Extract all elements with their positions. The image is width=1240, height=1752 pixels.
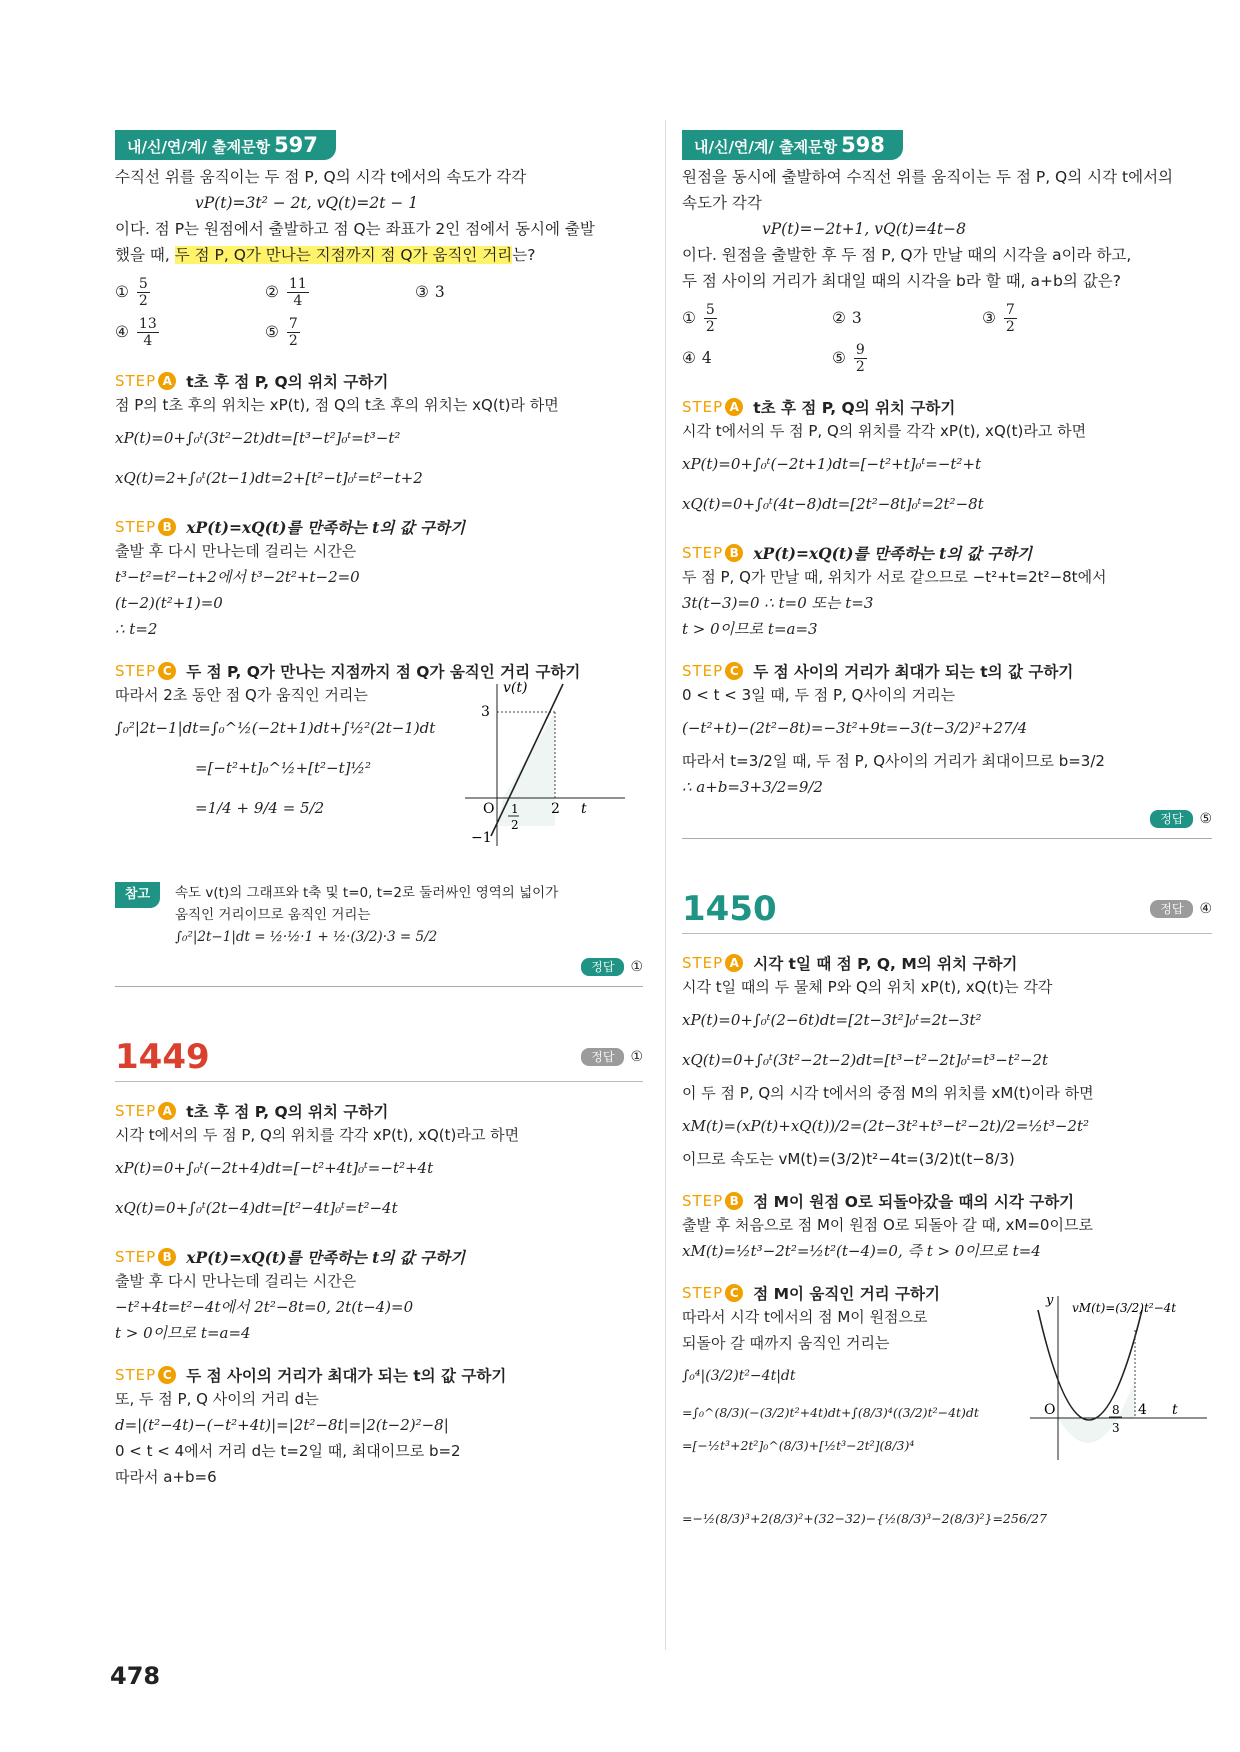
equation: xQ(t)=0+∫₀ᵗ(3t²−2t−2)dt=[t³−t²−2t]₀ᵗ=t³−t²−2t [682, 1051, 1048, 1069]
step-b-heading: STEP B xP(t)=xQ(t)를 만족하는 t의 값 구하기 [682, 544, 1032, 563]
step-text: 따라서 t=3/2일 때, 두 점 P, Q사이의 거리가 최대이므로 b=3/2 [682, 752, 1105, 770]
note-tag: 참고 [115, 882, 160, 908]
step-text: 출발 후 처음으로 점 M이 원점 O로 되돌아 갈 때, xM=0이므로 [682, 1216, 1093, 1234]
step-text: 두 점 P, Q가 만날 때, 위치가 서로 같으므로 −t²+t=2t²−8t에서 [682, 568, 1107, 586]
answer-598: 정답 ⑤ [682, 810, 1212, 828]
choice-3[interactable]: ③ $\frac{7}{2}$ [982, 301, 1015, 335]
equation: 3t(t−3)=0 ∴ t=0 또는 t=3 [682, 594, 874, 612]
choice-4[interactable]: ④ $\frac{13}{4}$ [115, 315, 157, 349]
step-text: 시각 t에서의 두 점 P, Q의 위치를 각각 xP(t), xQ(t)라고 하면 [115, 1126, 520, 1144]
step-b-heading: STEP B xP(t)=xQ(t)를 만족하는 t의 값 구하기 [115, 518, 465, 537]
graph-83-num: 8 [1112, 1403, 1120, 1417]
vm-graph [1022, 1290, 1212, 1470]
banner-text: 내/신/연/계/ 출제문항 [694, 138, 838, 156]
note-line: 속도 v(t)의 그래프와 t축 및 t=0, t=2로 둘러싸인 영역의 넓이가 [175, 885, 559, 901]
step-c-heading: STEP C 두 점 사이의 거리가 최대가 되는 t의 값 구하기 [682, 662, 1074, 681]
step-a-heading: STEP A t초 후 점 P, Q의 위치 구하기 [115, 372, 389, 391]
equation: −t²+4t=t²−4t에서 2t²−8t=0, 2t(t−4)=0 [115, 1298, 414, 1316]
equation: (−t²+t)−(2t²−8t)=−3t²+9t=−3(t−3/2)²+27/4 [682, 719, 1028, 737]
answer-1450: 정답 ④ [1150, 900, 1212, 918]
choice-5[interactable]: ⑤ $\frac{9}{2}$ [832, 341, 865, 375]
graph-3-label: 3 [481, 704, 490, 720]
graph-half-den: 2 [511, 818, 519, 832]
banner-number: 598 [841, 133, 885, 157]
page-number: 478 [110, 1662, 161, 1690]
problem-1449-header [115, 1037, 643, 1082]
problem-598-banner [682, 130, 1212, 160]
graph-y-label: y [1046, 1293, 1054, 1308]
answer-1449: 정답 ① [581, 1048, 643, 1066]
equation: d=|(t²−4t)−(−t²+4t)|=|2t²−8t|=|2(t−2)²−8| [115, 1416, 449, 1434]
banner-text: 내/신/연/계/ 출제문항 [127, 138, 271, 156]
graph-curve-label: vM(t)=(3/2)t²−4t [1072, 1301, 1177, 1315]
equation: (t−2)(t²+1)=0 [115, 594, 223, 612]
step-text: 이 두 점 P, Q의 시각 t에서의 중점 M의 위치를 xM(t)이라 하면 [682, 1084, 1094, 1102]
choice-4[interactable]: ④ 4 [682, 349, 712, 367]
step-text: 되돌아 갈 때까지 움직인 거리는 [682, 1334, 890, 1352]
step-c-heading: STEP C 두 점 P, Q가 만나는 지점까지 점 Q가 움직인 거리 구하기 [115, 662, 581, 681]
equation: xQ(t)=0+∫₀ᵗ(4t−8)dt=[2t²−8t]₀ᵗ=2t²−8t [682, 495, 984, 513]
equation: xM(t)=(xP(t)+xQ(t))/2=(2t−3t²+t³−t²−2t)/2=½t³−2t² [682, 1117, 1090, 1135]
choice-3[interactable]: ③ 3 [415, 283, 445, 301]
step-a-heading: STEP A t초 후 점 P, Q의 위치 구하기 [115, 1102, 389, 1121]
answer-597: 정답 ① [115, 958, 643, 976]
choice-2[interactable]: ② 3 [832, 309, 862, 327]
graph-4-label: 4 [1138, 1402, 1147, 1418]
equation: =1/4 + 9/4 = 5/2 [195, 799, 325, 817]
equation: t > 0이므로 t=a=3 [682, 620, 818, 638]
problem-line: 원점을 동시에 출발하여 수직선 위를 움직이는 두 점 P, Q의 시각 t에서의 [682, 168, 1174, 186]
equation: ∫₀²|2t−1|dt=∫₀^½(−2t+1)dt+∫½²(2t−1)dt [115, 719, 436, 737]
equation: =∫₀^(8/3)(−(3/2)t²+4t)dt+∫(8/3)⁴((3/2)t²−4t)dt [682, 1405, 979, 1420]
step-text: 이므로 속도는 vM(t)=(3/2)t²−4t=(3/2)t(t−8/3) [682, 1150, 1015, 1168]
step-a-heading: STEP A t초 후 점 P, Q의 위치 구하기 [682, 398, 956, 417]
choice-5[interactable]: ⑤ $\frac{7}{2}$ [265, 315, 298, 349]
step-text: 시각 t일 때의 두 물체 P와 Q의 위치 xP(t), xQ(t)는 각각 [682, 978, 1053, 996]
problem-line: 했을 때, 두 점 P, Q가 만나는 지점까지 점 Q가 움직인 거리는? [115, 246, 536, 264]
step-text: 출발 후 다시 만나는데 걸리는 시간은 [115, 542, 357, 560]
problem-line: 이다. 원점을 출발한 후 두 점 P, Q가 만날 때의 시각을 a이라 하고, [682, 246, 1132, 264]
velocity-equation: vP(t)=3t² − 2t, vQ(t)=2t − 1 [195, 194, 419, 212]
velocity-equation: vP(t)=−2t+1, vQ(t)=4t−8 [762, 220, 966, 238]
choice-1[interactable]: ① $\frac{5}{2}$ [115, 275, 148, 309]
choice-2[interactable]: ② $\frac{11}{4}$ [265, 275, 307, 309]
step-text: 점 P의 t초 후의 위치는 xP(t), 점 Q의 t초 후의 위치는 xQ(t)라 하면 [115, 396, 559, 414]
step-text: 또, 두 점 P, Q 사이의 거리 d는 [115, 1390, 319, 1408]
graph-half-num: 1 [511, 802, 519, 816]
reference-note [115, 882, 643, 948]
right-column [682, 130, 1212, 1534]
equation: =[−t²+t]₀^½+[t²−t]½² [195, 759, 372, 777]
step-text: 시각 t에서의 두 점 P, Q의 위치를 각각 xP(t), xQ(t)라고 하면 [682, 422, 1087, 440]
banner-number: 597 [274, 133, 318, 157]
equation: xP(t)=0+∫₀ᵗ(2−6t)dt=[2t−3t²]₀ᵗ=2t−3t² [682, 1011, 982, 1029]
step-b-heading: STEP B xP(t)=xQ(t)를 만족하는 t의 값 구하기 [115, 1248, 465, 1267]
problem-number: 1449 [115, 1037, 210, 1077]
problem-line: 두 점 사이의 거리가 최대일 때의 시각을 b라 할 때, a+b의 값은? [682, 272, 1121, 290]
step-text: 따라서 a+b=6 [115, 1468, 217, 1486]
area-shade [1058, 1418, 1118, 1443]
step-b-heading: STEP B 점 M이 원점 O로 되돌아갔을 때의 시각 구하기 [682, 1192, 1075, 1211]
equation: xP(t)=0+∫₀ᵗ(3t²−2t)dt=[t³−t²]₀ᵗ=t³−t² [115, 429, 401, 447]
graph-origin-label: O [483, 801, 495, 817]
note-line: ∫₀²|2t−1|dt = ½·½·1 + ½·(3/2)·3 = 5/2 [175, 929, 438, 945]
equation: =−½(8/3)³+2(8/3)²+(32−32)−{½(8/3)³−2(8/3)²}=256/27 [682, 1511, 1047, 1526]
problem-598-body [682, 164, 1212, 294]
equation: xQ(t)=2+∫₀ᵗ(2t−1)dt=2+[t²−t]₀ᵗ=t²−t+2 [115, 469, 423, 487]
choices-598 [682, 298, 1212, 378]
step-text: 0 < t < 3일 때, 두 점 P, Q사이의 거리는 [682, 686, 956, 704]
step-c-heading: STEP C 점 M이 움직인 거리 구하기 [682, 1284, 940, 1303]
equation: ∴ t=2 [115, 620, 158, 638]
section-separator [682, 838, 1212, 839]
problem-line: 속도가 각각 [682, 194, 762, 212]
graph-v-label: v(t) [503, 680, 528, 696]
problem-597-banner [115, 130, 643, 160]
column-divider [665, 120, 666, 1650]
graph-t-label: t [1172, 1402, 1178, 1418]
graph-t-label: t [581, 801, 587, 817]
highlighted-question: 두 점 P, Q가 만나는 지점까지 점 Q가 움직인 거리 [174, 246, 513, 264]
step-text: 0 < t < 4에서 거리 d는 t=2일 때, 최대이므로 b=2 [115, 1442, 461, 1460]
note-line: 움직인 거리이므로 움직인 거리는 [175, 907, 371, 923]
equation: =[−½t³+2t²]₀^(8/3)+[½t³−2t²](8/3)⁴ [682, 1438, 915, 1453]
problem-597-body [115, 164, 643, 268]
equation: t > 0이므로 t=a=4 [115, 1324, 251, 1342]
equation: ∴ a+b=3+3/2=9/2 [682, 778, 823, 796]
step-c-heading: STEP C 두 점 사이의 거리가 최대가 되는 t의 값 구하기 [115, 1366, 507, 1385]
equation: xM(t)=½t³−2t²=½t²(t−4)=0, 즉 t > 0이므로 t=4 [682, 1242, 1041, 1260]
problem-line: 이다. 점 P는 원점에서 출발하고 점 Q는 좌표가 2인 점에서 동시에 출발 [115, 220, 595, 238]
area-shade [1118, 1378, 1135, 1418]
graph-83-den: 3 [1112, 1421, 1120, 1435]
problem-1450-header [682, 889, 1212, 934]
step-text: 출발 후 다시 만나는데 걸리는 시간은 [115, 1272, 357, 1290]
equation: xP(t)=0+∫₀ᵗ(−2t+4)dt=[−t²+4t]₀ᵗ=−t²+4t [115, 1159, 434, 1177]
section-separator [115, 986, 643, 987]
graph-m1-label: −1 [471, 830, 492, 846]
velocity-graph [455, 676, 635, 856]
step-c-body [115, 682, 643, 862]
equation: xQ(t)=0+∫₀ᵗ(2t−4)dt=[t²−4t]₀ᵗ=t²−4t [115, 1199, 398, 1217]
equation: xP(t)=0+∫₀ᵗ(−2t+1)dt=[−t²+t]₀ᵗ=−t²+t [682, 455, 982, 473]
graph-2-label: 2 [551, 801, 560, 817]
equation: ∫₀⁴|(3/2)t²−4t|dt [682, 1368, 796, 1384]
graph-origin-label: O [1044, 1402, 1056, 1418]
step-text: 따라서 2초 동안 점 Q가 움직인 거리는 [115, 686, 368, 704]
step-a-heading: STEP A 시각 t일 때 점 P, Q, M의 위치 구하기 [682, 954, 1018, 973]
problem-line: 수직선 위를 움직이는 두 점 P, Q의 시각 t에서의 속도가 각각 [115, 168, 527, 186]
problem-number: 1450 [682, 889, 777, 929]
equation: t³−t²=t²−t+2에서 t³−2t²+t−2=0 [115, 568, 360, 586]
step-text: 따라서 시각 t에서의 점 M이 원점으로 [682, 1308, 928, 1326]
left-column [115, 130, 643, 1490]
choice-1[interactable]: ① $\frac{5}{2}$ [682, 301, 715, 335]
choices-597 [115, 272, 643, 352]
